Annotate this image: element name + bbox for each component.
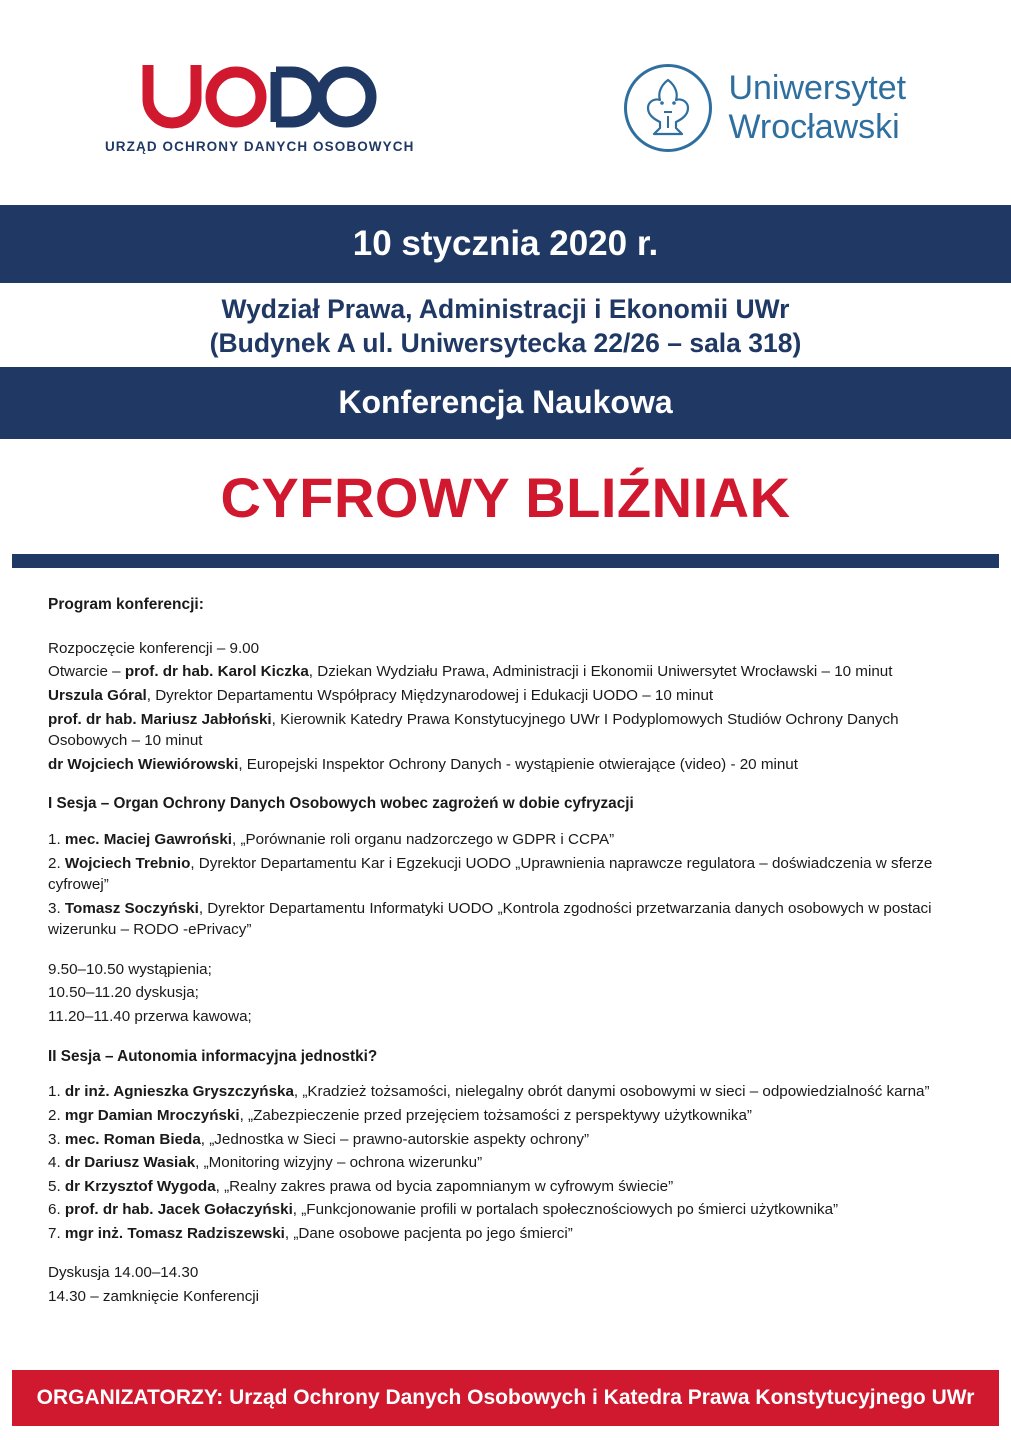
item-number: 3. [48,899,65,917]
uwr-seal-icon [624,64,712,152]
item-number: 4. [48,1154,65,1172]
item-number: 2. [48,1106,65,1124]
item-number: 5. [48,1177,65,1195]
speaker-name: Tomasz Soczyński [64,899,199,917]
speaker-name: mgr inż. Tomasz Radziszewski [64,1224,285,1242]
session-1-timing [48,959,963,981]
divider-rule [12,554,999,568]
session-2-item [48,1129,963,1151]
program-section [0,568,1011,1308]
item-number: 2. [48,854,65,872]
speaker-name: dr Wojciech Wiewiórowski [48,755,239,773]
session-1-timings [48,959,963,1028]
uodo-logo-icon [105,61,415,131]
speaker-name: dr inż. Agnieszka Gryszczyńska [64,1083,294,1101]
speaker-name: mgr Damian Mroczyński [64,1106,240,1124]
opening-block [48,638,963,775]
text-plain: , „Porównanie roli organu nadzorczego w GDPR i CCPA” [232,831,615,848]
session-2-timings [48,1262,963,1307]
uwr-logo-line1: Uniwersytet [728,69,907,108]
speaker-name: mec. Maciej Gawroński [64,831,233,848]
session-1-item [48,829,963,851]
speaker-name: prof. dr hab. Mariusz Jabłoński [48,710,272,728]
text-plain: , Kierownik Katedry Prawa Konstytucyjnego UWr I Podyplomowych Studiów Ochrony Danych Osobowych – 10 minut [48,710,899,750]
item-number: 1. [48,1083,65,1101]
session-1-items [48,829,963,941]
text-plain: , „Dane osobowe pacjenta po jego śmierci” [284,1224,573,1242]
speaker-name: prof. dr hab. Karol Kiczka [124,663,309,681]
conference-band: Konferencja Naukowa [0,367,1011,439]
item-number: 7. [48,1224,65,1242]
session-2-items [48,1081,963,1244]
text-plain: , Europejski Inspektor Ochrony Danych - wystąpienie otwierające (video) - 20 minut [238,755,798,773]
session-1-item [48,898,963,941]
text-plain: Otwarcie – [48,663,125,681]
venue-line-1: Wydział Prawa, Administracji i Ekonomii UWr [221,294,790,324]
organizers-footer: ORGANIZATORZY: Urząd Ochrony Danych Osobowych i Katedra Prawa Konstytucyjnego UWr [12,1370,999,1426]
text-plain: , „Monitoring wizyjny – ochrona wizerunku” [195,1154,483,1172]
session-2-item [48,1176,963,1198]
venue-line-2: (Budynek A ul. Uniwersytecka 22/26 – sala 318) [209,327,802,358]
text-plain: , Dyrektor Departamentu Kar i Egzekucji UODO „Uprawnienia naprawcze regulatora – doświadczenia w sferze cyfrowej” [48,854,933,894]
session-1-timing [48,982,963,1004]
speaker-name: Urszula Góral [48,686,147,704]
text-plain: 14.30 – zamknięcie Konferencji [48,1287,260,1305]
uwr-logo [624,64,906,152]
uwr-logo-line2: Wrocławski [728,107,900,146]
venue-band [0,283,1011,367]
uodo-logo-subtitle: URZĄD OCHRONY DANYCH OSOBOWYCH [104,139,415,154]
item-number: 1. [48,831,65,848]
opening-line [48,638,963,660]
text-plain: , „Funkcjonowanie profili w portalach społecznościowych po śmierci użytkownika” [292,1201,839,1219]
date-band: 10 stycznia 2020 r. [0,205,1011,283]
speaker-name: dr Krzysztof Wygoda [64,1177,216,1195]
session-2-heading: II Sesja – Autonomia informacyjna jednostki? [48,1047,378,1065]
text-plain: , „Jednostka w Sieci – prawno-autorskie aspekty ochrony” [200,1130,590,1148]
session-2-item [48,1081,963,1103]
text-plain: 10.50–11.20 dyskusja; [48,984,199,1002]
text-plain: , Dyrektor Departamentu Informatyki UODO „Kontrola zgodności przetwarzania danych osobowych w postaci wizerunku – RODO -ePrivacy” [48,899,932,939]
session-1-item [48,853,963,896]
text-plain: , Dziekan Wydziału Prawa, Administracji i Ekonomii Uniwersytet Wrocławski – 10 minut [308,663,893,681]
opening-line [48,661,963,683]
session-2-item [48,1199,963,1221]
conference-title: CYFROWY BLIŹNIAK [0,439,1011,554]
text-plain: , „Realny zakres prawa od bycia zapomnianym w cyfrowym świecie” [215,1177,674,1195]
text-plain: 9.50–10.50 wystąpienia; [48,960,212,978]
opening-line [48,685,963,707]
speaker-name: mec. Roman Bieda [64,1130,201,1148]
item-number: 3. [48,1130,65,1148]
program-heading: Program konferencji: [48,595,204,613]
session-1-heading: I Sesja – Organ Ochrony Danych Osobowych wobec zagrożeń w dobie cyfryzacji [48,795,634,813]
logo-band [0,0,1011,205]
opening-line [48,709,963,752]
session-2-item [48,1105,963,1127]
text-plain: , „Zabezpieczenie przed przejęciem tożsamości z perspektywy użytkownika” [239,1106,752,1124]
text-plain: , „Kradzież tożsamości, nielegalny obrót danymi osobowymi w sieci – odpowiedzialność karna” [293,1083,930,1101]
text-plain: Rozpoczęcie konferencji – 9.00 [48,639,260,657]
speaker-name: Wojciech Trebnio [64,854,191,872]
speaker-name: prof. dr hab. Jacek Gołaczyński [64,1201,293,1219]
text-plain: 11.20–11.40 przerwa kawowa; [48,1008,252,1026]
session-2-item [48,1152,963,1174]
speaker-name: dr Dariusz Wasiak [64,1154,196,1172]
uwr-logo-text [728,69,906,145]
text-plain: Dyskusja 14.00–14.30 [48,1264,199,1282]
opening-line [48,754,963,776]
session-2-timing [48,1286,963,1308]
session-2-timing [48,1262,963,1284]
session-1-timing [48,1006,963,1028]
session-2-item [48,1223,963,1245]
text-plain: , Dyrektor Departamentu Współpracy Międzynarodowej i Edukacji UODO – 10 minut [146,686,714,704]
uodo-logo [105,61,415,154]
item-number: 6. [48,1201,65,1219]
